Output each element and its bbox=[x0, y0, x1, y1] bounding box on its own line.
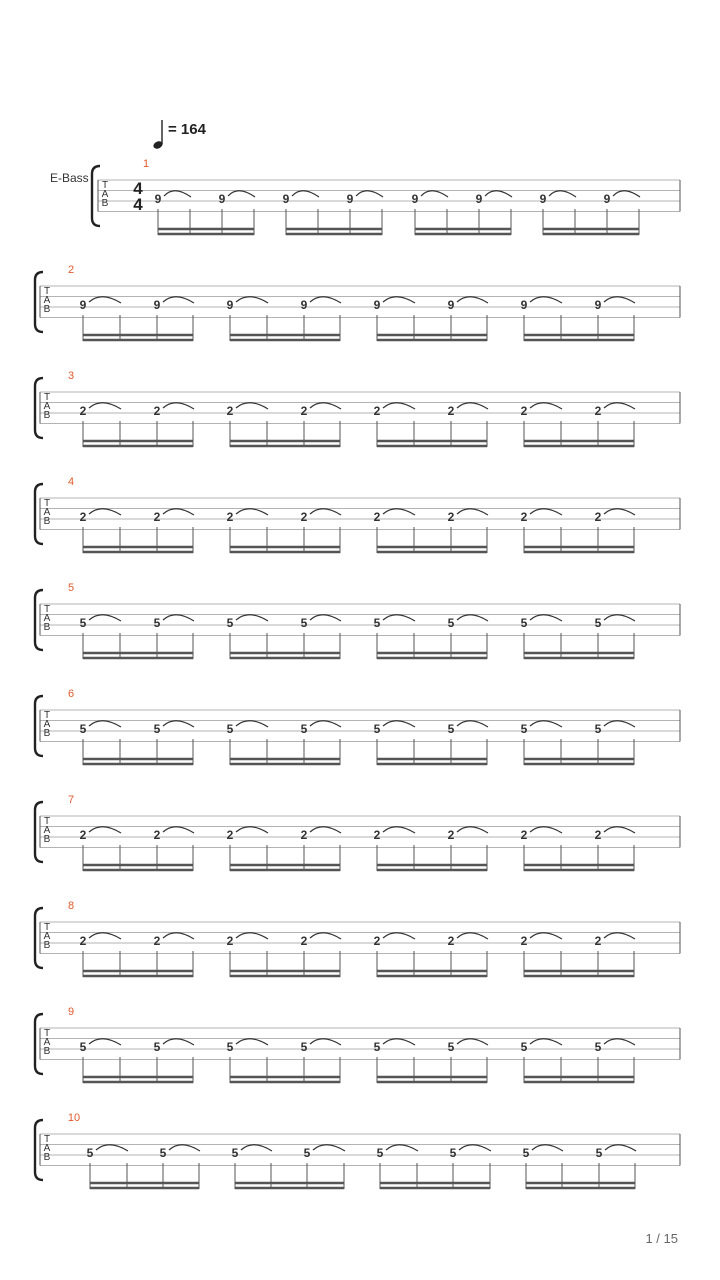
fret-number: 2 bbox=[300, 510, 308, 524]
tie-arc bbox=[163, 509, 194, 515]
fret-number: 2 bbox=[520, 934, 528, 948]
fret-number: 5 bbox=[226, 1040, 234, 1054]
time-signature-top: 4 bbox=[133, 179, 143, 198]
tie-arc bbox=[241, 1145, 272, 1151]
tab-system bbox=[35, 794, 680, 871]
tab-system bbox=[35, 476, 680, 553]
tie-arc bbox=[383, 403, 415, 409]
fret-number: 9 bbox=[79, 298, 87, 312]
tie-arc bbox=[89, 297, 121, 303]
fret-number: 5 bbox=[153, 1040, 161, 1054]
tie-arc bbox=[228, 191, 255, 197]
tie-arc bbox=[236, 933, 268, 939]
tie-arc bbox=[169, 1145, 200, 1151]
tie-arc bbox=[163, 933, 194, 939]
tab-clef-letter: B bbox=[43, 940, 51, 951]
tie-arc bbox=[459, 1145, 491, 1151]
fret-number: 9 bbox=[346, 192, 354, 206]
tab-clef-letter: T bbox=[43, 816, 51, 827]
tie-arc bbox=[163, 615, 194, 621]
fret-number: 5 bbox=[447, 616, 455, 630]
tab-clef-letter: T bbox=[43, 286, 51, 297]
fret-number: 2 bbox=[373, 404, 381, 418]
tie-arc bbox=[236, 827, 268, 833]
measure-number: 3 bbox=[67, 370, 75, 382]
tab-clef-letter: A bbox=[43, 613, 51, 624]
tie-arc bbox=[383, 509, 415, 515]
tie-arc bbox=[383, 827, 415, 833]
tie-arc bbox=[457, 297, 488, 303]
fret-number: 2 bbox=[226, 510, 234, 524]
system-bracket bbox=[35, 378, 43, 438]
tab-clef-letter: B bbox=[43, 410, 51, 421]
fret-number: 2 bbox=[520, 828, 528, 842]
fret-number: 2 bbox=[79, 828, 87, 842]
tab-system bbox=[35, 900, 680, 977]
tab-clef-letter: B bbox=[43, 834, 51, 845]
tie-arc bbox=[421, 191, 448, 197]
fret-number: 9 bbox=[300, 298, 308, 312]
fret-number: 5 bbox=[447, 1040, 455, 1054]
fret-number: 2 bbox=[447, 934, 455, 948]
fret-number: 9 bbox=[373, 298, 381, 312]
tie-arc bbox=[310, 297, 341, 303]
tab-clef-letter: T bbox=[43, 1134, 51, 1145]
measure-number: 9 bbox=[67, 1006, 75, 1018]
fret-number: 9 bbox=[226, 298, 234, 312]
fret-number: 5 bbox=[300, 722, 308, 736]
fret-number: 5 bbox=[303, 1146, 311, 1160]
fret-number: 9 bbox=[475, 192, 483, 206]
fret-number: 5 bbox=[373, 1040, 381, 1054]
tie-arc bbox=[310, 403, 341, 409]
page-indicator: 1 / 15 bbox=[645, 1231, 678, 1246]
tie-arc bbox=[530, 615, 562, 621]
instrument-name: E-Bass bbox=[50, 171, 89, 185]
tab-clef-letter: B bbox=[43, 1152, 51, 1163]
tab-clef-letter: T bbox=[43, 710, 51, 721]
fret-number: 5 bbox=[594, 616, 602, 630]
fret-number: 2 bbox=[373, 934, 381, 948]
fret-number: 5 bbox=[447, 722, 455, 736]
tie-arc bbox=[485, 191, 512, 197]
fret-number: 5 bbox=[153, 616, 161, 630]
measure-number: 10 bbox=[67, 1112, 81, 1124]
tie-arc bbox=[383, 721, 415, 727]
tab-clef-letter: B bbox=[43, 622, 51, 633]
fret-number: 5 bbox=[522, 1146, 530, 1160]
fret-number: 9 bbox=[603, 192, 611, 206]
tab-system bbox=[35, 582, 680, 659]
tab-clef-letter: A bbox=[43, 931, 51, 942]
tie-arc bbox=[383, 615, 415, 621]
quarter-note-icon bbox=[150, 118, 168, 150]
tie-arc bbox=[164, 191, 191, 197]
tab-clef-letter: B bbox=[43, 1046, 51, 1057]
tie-arc bbox=[457, 721, 488, 727]
fret-number: 2 bbox=[153, 510, 161, 524]
tie-arc bbox=[457, 1039, 488, 1045]
fret-number: 5 bbox=[79, 616, 87, 630]
tie-arc bbox=[604, 1039, 635, 1045]
fret-number: 5 bbox=[520, 722, 528, 736]
tie-arc bbox=[163, 297, 194, 303]
fret-number: 2 bbox=[226, 404, 234, 418]
tie-arc bbox=[89, 615, 121, 621]
fret-number: 5 bbox=[226, 722, 234, 736]
fret-number: 5 bbox=[300, 1040, 308, 1054]
fret-number: 2 bbox=[79, 510, 87, 524]
fret-number: 2 bbox=[594, 510, 602, 524]
fret-number: 5 bbox=[159, 1146, 167, 1160]
fret-number: 5 bbox=[520, 616, 528, 630]
tab-clef-letter: T bbox=[43, 922, 51, 933]
fret-number: 2 bbox=[594, 934, 602, 948]
fret-number: 5 bbox=[300, 616, 308, 630]
fret-number: 5 bbox=[79, 722, 87, 736]
tie-arc bbox=[310, 933, 341, 939]
tie-arc bbox=[457, 615, 488, 621]
system-bracket bbox=[35, 1120, 43, 1180]
tab-clef-letter: B bbox=[43, 304, 51, 315]
tie-arc bbox=[163, 403, 194, 409]
tie-arc bbox=[310, 1039, 341, 1045]
measure-number: 6 bbox=[67, 688, 75, 700]
fret-number: 5 bbox=[153, 722, 161, 736]
tie-arc bbox=[236, 615, 268, 621]
tie-arc bbox=[604, 721, 635, 727]
system-bracket bbox=[35, 484, 43, 544]
tab-clef-letter: A bbox=[43, 719, 51, 730]
fret-number: 2 bbox=[447, 828, 455, 842]
tie-arc bbox=[310, 827, 341, 833]
tie-arc bbox=[96, 1145, 128, 1151]
tie-arc bbox=[457, 827, 488, 833]
system-bracket bbox=[35, 696, 43, 756]
tie-arc bbox=[604, 615, 635, 621]
fret-number: 2 bbox=[153, 404, 161, 418]
fret-number: 2 bbox=[153, 828, 161, 842]
fret-number: 2 bbox=[594, 404, 602, 418]
tab-clef-letter: T bbox=[101, 180, 109, 191]
measure-number: 8 bbox=[67, 900, 75, 912]
tab-clef-letter: A bbox=[43, 1143, 51, 1154]
tie-arc bbox=[310, 615, 341, 621]
tie-arc bbox=[356, 191, 383, 197]
fret-number: 2 bbox=[594, 828, 602, 842]
tab-system bbox=[35, 1112, 680, 1189]
tie-arc bbox=[89, 827, 121, 833]
tab-clef-letter: T bbox=[43, 498, 51, 509]
fret-number: 9 bbox=[520, 298, 528, 312]
tie-arc bbox=[236, 509, 268, 515]
tie-arc bbox=[530, 827, 562, 833]
system-bracket bbox=[35, 590, 43, 650]
tie-arc bbox=[457, 403, 488, 409]
tie-arc bbox=[163, 721, 194, 727]
fret-number: 5 bbox=[373, 616, 381, 630]
fret-number: 5 bbox=[595, 1146, 603, 1160]
fret-number: 5 bbox=[376, 1146, 384, 1160]
tie-arc bbox=[383, 297, 415, 303]
tab-clef-letter: T bbox=[43, 392, 51, 403]
fret-number: 5 bbox=[231, 1146, 239, 1160]
tie-arc bbox=[236, 721, 268, 727]
measure-number: 7 bbox=[67, 794, 75, 806]
tie-arc bbox=[383, 1039, 415, 1045]
tab-clef-letter: A bbox=[43, 295, 51, 306]
tie-arc bbox=[457, 509, 488, 515]
tie-arc bbox=[292, 191, 319, 197]
tie-arc bbox=[604, 403, 635, 409]
measure-number: 4 bbox=[67, 476, 75, 488]
system-bracket bbox=[92, 166, 100, 226]
tab-clef-letter: A bbox=[43, 825, 51, 836]
tie-arc bbox=[604, 933, 635, 939]
fret-number: 2 bbox=[300, 934, 308, 948]
system-bracket bbox=[35, 802, 43, 862]
fret-number: 5 bbox=[373, 722, 381, 736]
time-signature-bottom: 4 bbox=[133, 195, 143, 214]
fret-number: 5 bbox=[520, 1040, 528, 1054]
fret-number: 2 bbox=[300, 404, 308, 418]
tie-arc bbox=[530, 297, 562, 303]
tie-arc bbox=[605, 1145, 636, 1151]
tie-arc bbox=[313, 1145, 345, 1151]
tab-system bbox=[35, 264, 680, 341]
tab-clef-letter: A bbox=[43, 507, 51, 518]
fret-number: 2 bbox=[447, 510, 455, 524]
tie-arc bbox=[236, 1039, 268, 1045]
fret-number: 5 bbox=[594, 722, 602, 736]
tie-arc bbox=[386, 1145, 418, 1151]
tie-arc bbox=[89, 509, 121, 515]
fret-number: 9 bbox=[594, 298, 602, 312]
tab-clef-letter: A bbox=[43, 1037, 51, 1048]
tie-arc bbox=[236, 403, 268, 409]
fret-number: 2 bbox=[447, 404, 455, 418]
fret-number: 2 bbox=[520, 510, 528, 524]
tab-system bbox=[35, 370, 680, 447]
tab-system bbox=[92, 158, 680, 235]
tab-clef-letter: A bbox=[43, 401, 51, 412]
fret-number: 9 bbox=[154, 192, 162, 206]
tie-arc bbox=[530, 933, 562, 939]
fret-number: 2 bbox=[79, 404, 87, 418]
tie-arc bbox=[89, 933, 121, 939]
tie-arc bbox=[530, 1039, 562, 1045]
tie-arc bbox=[383, 933, 415, 939]
system-bracket bbox=[35, 908, 43, 968]
fret-number: 5 bbox=[449, 1146, 457, 1160]
fret-number: 5 bbox=[226, 616, 234, 630]
system-bracket bbox=[35, 272, 43, 332]
fret-number: 2 bbox=[79, 934, 87, 948]
tie-arc bbox=[604, 297, 635, 303]
measure-number: 2 bbox=[67, 264, 75, 276]
tab-system bbox=[35, 688, 680, 765]
tie-arc bbox=[310, 509, 341, 515]
measure-number: 1 bbox=[142, 158, 150, 170]
tie-arc bbox=[604, 509, 635, 515]
fret-number: 5 bbox=[86, 1146, 94, 1160]
fret-number: 9 bbox=[153, 298, 161, 312]
fret-number: 5 bbox=[79, 1040, 87, 1054]
tie-arc bbox=[530, 403, 562, 409]
tie-arc bbox=[613, 191, 640, 197]
tie-arc bbox=[532, 1145, 563, 1151]
fret-number: 2 bbox=[226, 934, 234, 948]
fret-number: 2 bbox=[520, 404, 528, 418]
tab-clef-letter: A bbox=[101, 189, 109, 200]
tie-arc bbox=[604, 827, 635, 833]
fret-number: 9 bbox=[411, 192, 419, 206]
fret-number: 2 bbox=[153, 934, 161, 948]
tie-arc bbox=[530, 509, 562, 515]
tie-arc bbox=[310, 721, 341, 727]
fret-number: 2 bbox=[226, 828, 234, 842]
tie-arc bbox=[163, 1039, 194, 1045]
tab-clef-letter: B bbox=[43, 728, 51, 739]
fret-number: 9 bbox=[282, 192, 290, 206]
tab-clef-letter: T bbox=[43, 1028, 51, 1039]
system-bracket bbox=[35, 1014, 43, 1074]
tab-clef-letter: T bbox=[43, 604, 51, 615]
tempo-marking: = 164 bbox=[168, 121, 206, 138]
tie-arc bbox=[89, 721, 121, 727]
tie-arc bbox=[89, 403, 121, 409]
tie-arc bbox=[236, 297, 268, 303]
tab-clef-letter: B bbox=[43, 516, 51, 527]
tie-arc bbox=[163, 827, 194, 833]
fret-number: 2 bbox=[373, 828, 381, 842]
measure-number: 5 bbox=[67, 582, 75, 594]
fret-number: 2 bbox=[373, 510, 381, 524]
fret-number: 9 bbox=[218, 192, 226, 206]
fret-number: 9 bbox=[447, 298, 455, 312]
fret-number: 9 bbox=[539, 192, 547, 206]
fret-number: 5 bbox=[594, 1040, 602, 1054]
tie-arc bbox=[530, 721, 562, 727]
tie-arc bbox=[549, 191, 576, 197]
tie-arc bbox=[89, 1039, 121, 1045]
tab-clef-letter: B bbox=[101, 198, 109, 209]
fret-number: 2 bbox=[300, 828, 308, 842]
tab-system bbox=[35, 1006, 680, 1083]
tie-arc bbox=[457, 933, 488, 939]
